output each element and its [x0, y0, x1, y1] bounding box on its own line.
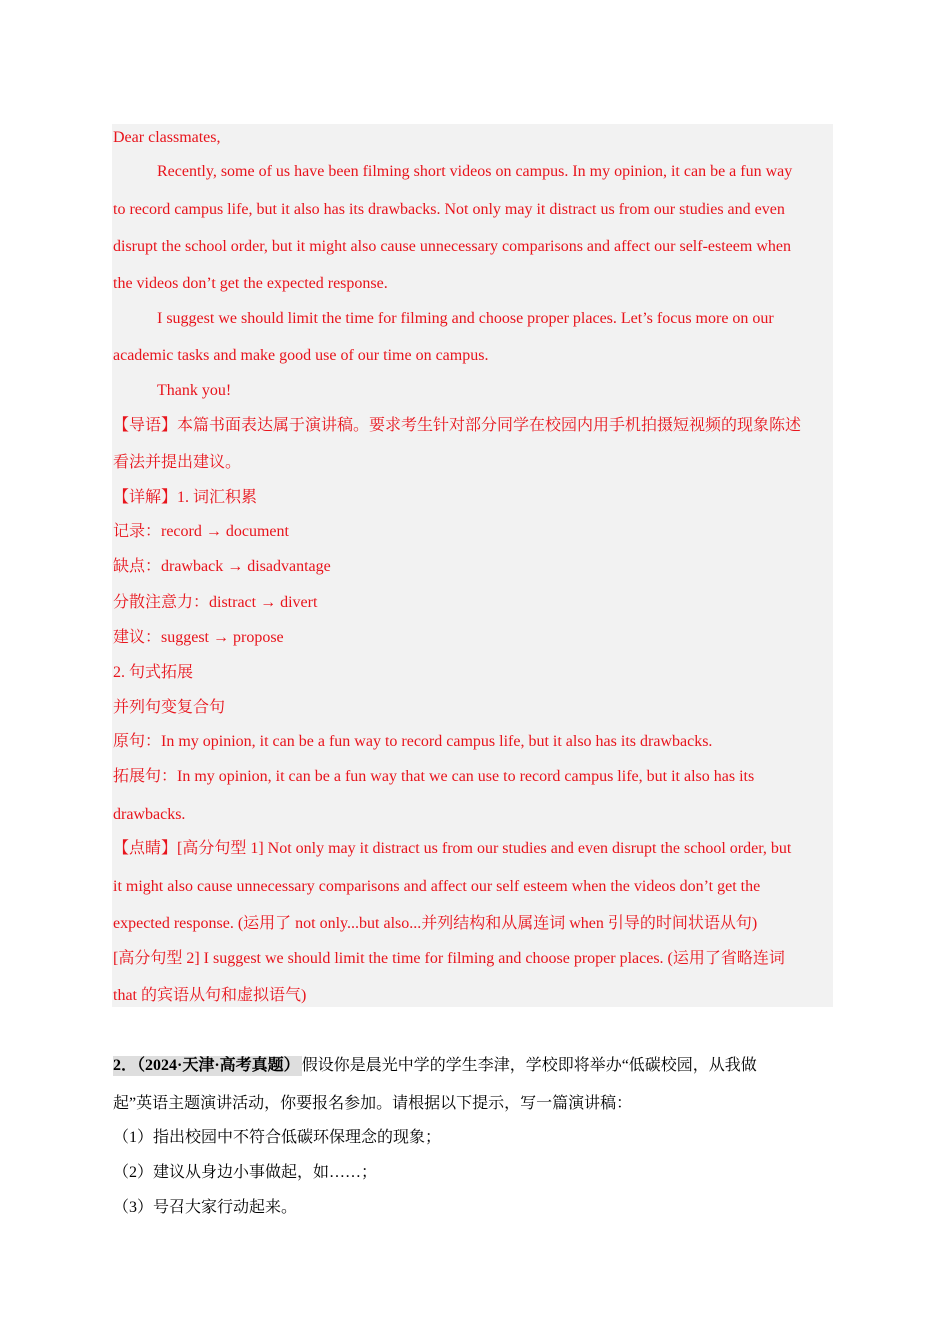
guide-line: 【导语】本篇书面表达属于演讲稿。要求考生针对部分同学在校园内用手机拍摄短视频的现象陈述 [113, 417, 802, 434]
expanded-sentence-line: drawbacks. [113, 806, 186, 823]
question-number: 2．（2024·天津·高考真题） [113, 1057, 300, 1074]
highlight-line: it might also cause unnecessary comparisons and affect our self esteem when the videos don’t get the [113, 878, 761, 895]
question-text: 假设你是晨光中学的学生李津，学校即将举办“低碳校园，从我做 [301, 1057, 757, 1074]
section-heading: 2. 句式拓展 [113, 664, 194, 681]
highlight-line: that 的宾语从句和虚拟语气) [113, 987, 307, 1004]
original-sentence: 原句：In my opinion, it can be a fun way to record campus life, but it also has its drawbacks. [113, 733, 713, 750]
essay-p2-line: I suggest we should limit the time for filming and choose proper places. Let’s focus more on our [157, 310, 774, 327]
guide-line: 看法并提出建议。 [113, 454, 242, 471]
essay-p2-line: academic tasks and make good use of our time on campus. [113, 347, 489, 364]
essay-p1-line: disrupt the school order, but it might also cause unnecessary comparisons and affect our self-esteem when [113, 238, 791, 255]
vocab-item: 建议：suggest → propose [113, 629, 284, 646]
question-line: 起”英语主题演讲活动，你要报名参加。请根据以下提示，写一篇演讲稿： [113, 1095, 633, 1112]
question-item: （3）号召大家行动起来。 [113, 1199, 298, 1216]
essay-p1-line: to record campus life, but it also has its drawbacks. Not only may it distract us from our studies and even [113, 201, 785, 218]
essay-p1-line: Recently, some of us have been filming short videos on campus. In my opinion, it can be a fun way [157, 163, 793, 180]
essay-p1-line: the videos don’t get the expected response. [113, 275, 388, 292]
essay-closing: Thank you! [157, 382, 232, 399]
question-line [113, 1056, 757, 1076]
vocab-item: 记录：record → document [113, 523, 289, 540]
question-item: （1）指出校园中不符合低碳环保理念的现象； [113, 1129, 442, 1146]
vocab-item: 缺点：drawback → disadvantage [113, 558, 331, 575]
detail-heading: 【详解】1. 词汇积累 [113, 489, 258, 506]
question-item: （2）建议从身边小事做起，如……； [113, 1164, 378, 1181]
highlight-line: [高分句型 2] I suggest we should limit the time for filming and choose proper places. (运用了省略连词 [113, 950, 785, 967]
highlight-line: 【点睛】[高分句型 1] Not only may it distract us from our studies and even disrupt the school order, but [113, 840, 792, 857]
essay-greeting: Dear classmates, [113, 129, 221, 146]
highlight-line: expected response. (运用了 not only...but also...并列结构和从属连词 when 引导的时间状语从句) [113, 915, 758, 932]
expanded-sentence-line: 拓展句：In my opinion, it can be a fun way that we can use to record campus life, but it also has its [113, 768, 755, 785]
vocab-item: 分散注意力：distract → divert [113, 594, 318, 611]
section-subheading: 并列句变复合句 [113, 699, 226, 716]
